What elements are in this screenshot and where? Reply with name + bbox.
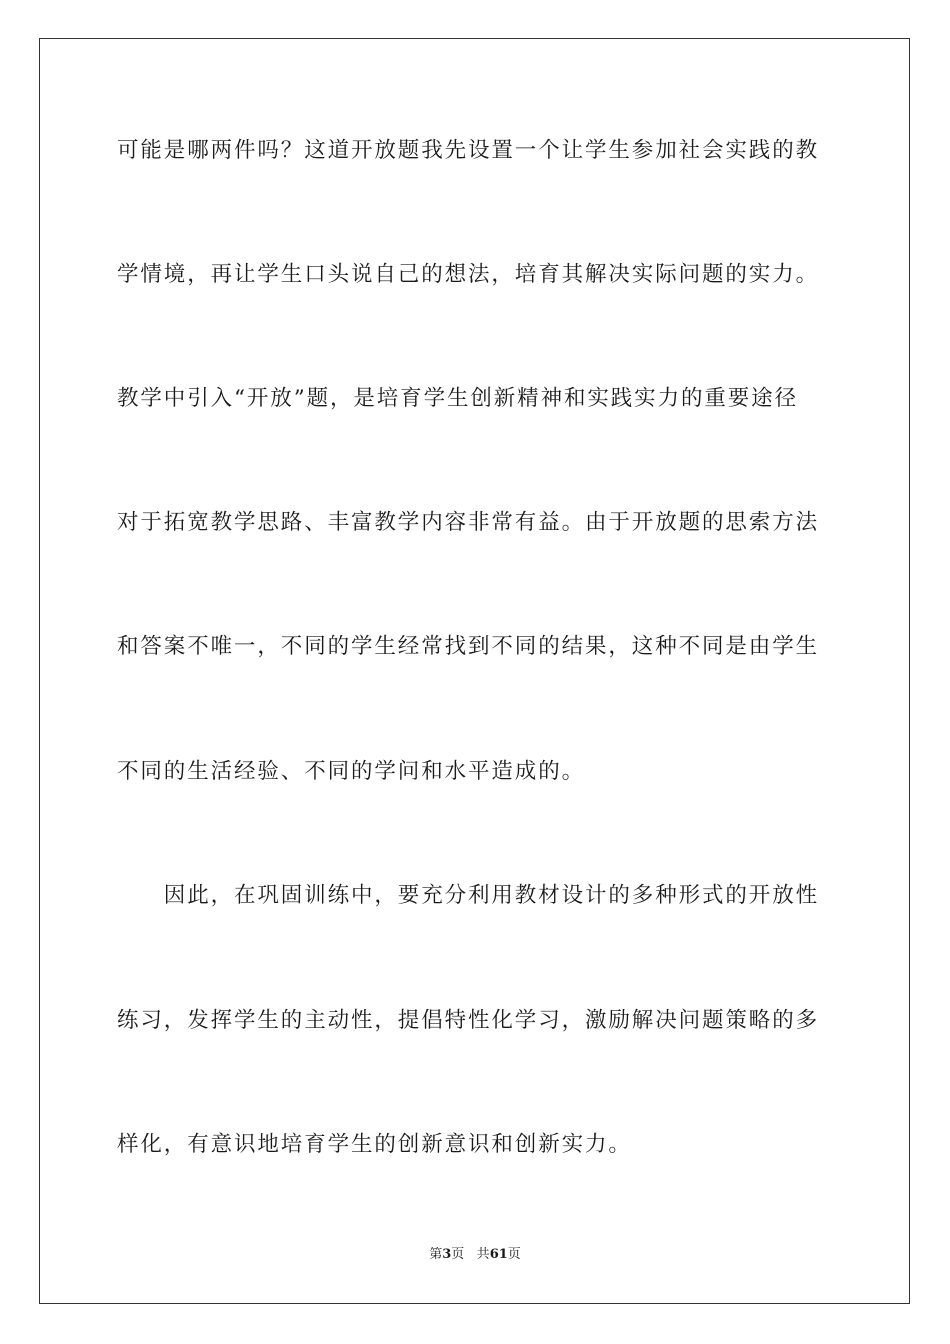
text-line: 对于拓宽教学思路、丰富教学内容非常有益。由于开放题的思索方法 xyxy=(117,510,820,535)
text-line: 可能是哪两件吗？这道开放题我先设置一个让学生参加社会实践的教 xyxy=(117,138,820,163)
text-line: 不同的生活经验、不同的学问和水平造成的。 xyxy=(117,759,586,784)
text-line: 因此，在巩固训练中，要充分利用教材设计的多种形式的开放性 xyxy=(117,883,820,908)
text-line: 和答案不唯一，不同的学生经常找到不同的结果，这种不同是由学生 xyxy=(117,634,820,659)
page-border xyxy=(39,38,910,1304)
page-prefix: 第 xyxy=(429,1247,443,1262)
text-line: 练习，发挥学生的主动性，提倡特性化学习，激励解决问题策略的多 xyxy=(117,1008,820,1033)
text-line: 学情境，再让学生口头说自己的想法，培育其解决实际问题的实力。 xyxy=(117,262,820,287)
page-suffix: 页 xyxy=(451,1247,465,1262)
page-footer xyxy=(0,1246,950,1264)
text-line: 教学中引入“开放”题，是培育学生创新精神和实践实力的重要途径 xyxy=(117,386,798,411)
total-pages: 61 xyxy=(489,1247,508,1262)
page-number: 3 xyxy=(442,1247,452,1262)
text-line: 样化，有意识地培育学生的创新意识和创新实力。 xyxy=(117,1132,632,1157)
total-suffix: 页 xyxy=(507,1247,521,1262)
total-prefix: 共 xyxy=(476,1247,490,1262)
